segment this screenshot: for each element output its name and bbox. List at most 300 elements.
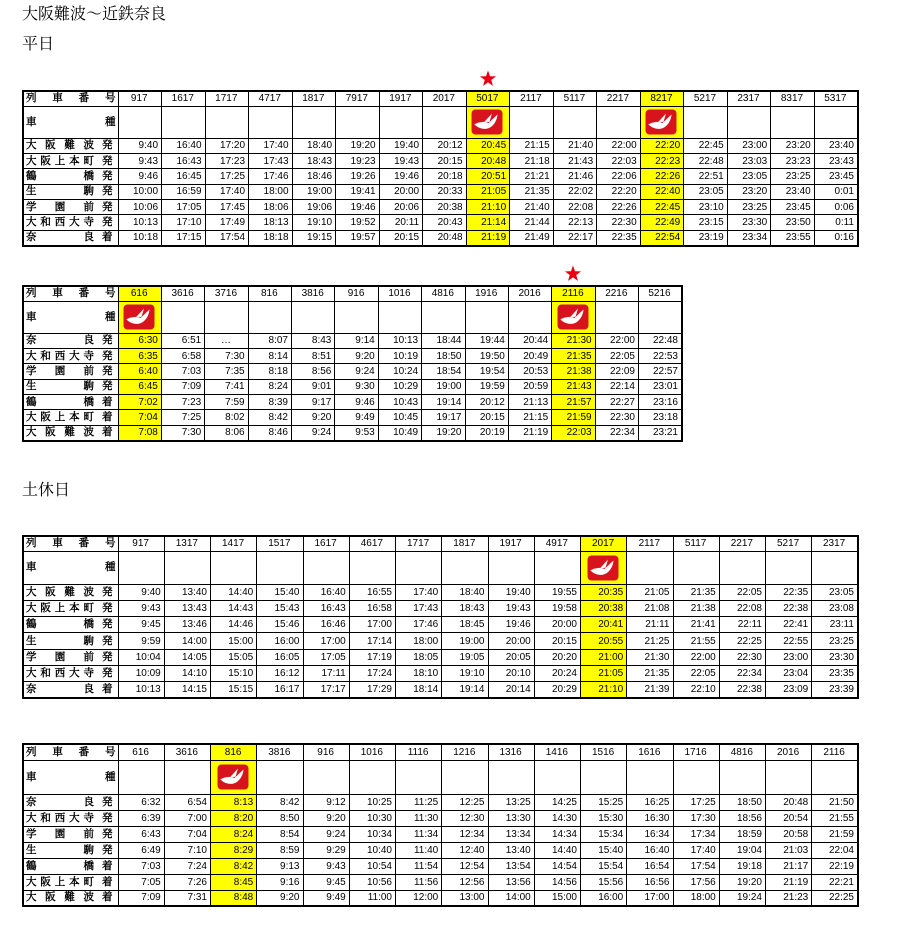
time-cell: 22:51	[684, 169, 728, 184]
car-type-cell	[627, 551, 673, 584]
time-cell: 22:03	[597, 153, 641, 168]
time-cell: 13:43	[164, 600, 210, 616]
time-cell: 19:59	[465, 379, 508, 394]
time-cell: 16:40	[303, 584, 349, 600]
time-cell: 20:51	[466, 169, 510, 184]
train-number-cell: 2017	[423, 91, 467, 106]
train-number-cell: 1016	[349, 744, 395, 760]
time-cell: 16:40	[627, 842, 673, 858]
time-cell: 17:46	[396, 617, 442, 633]
station-label	[26, 427, 116, 438]
time-cell: 21:55	[673, 633, 719, 649]
station-row	[23, 617, 858, 633]
car-type-label-cell	[23, 760, 118, 794]
car-type-cell	[396, 551, 442, 584]
car-type-cell	[161, 301, 204, 333]
departure-arrival-mark: 発	[102, 364, 113, 377]
time-cell: 16:55	[349, 584, 395, 600]
time-cell: 0:11	[814, 215, 858, 230]
station-name: 奈 良	[26, 795, 94, 808]
time-cell: 8:45	[211, 874, 257, 890]
time-cell: 15:05	[211, 649, 257, 665]
time-cell: 22:57	[639, 364, 683, 379]
time-cell: 17:40	[396, 584, 442, 600]
time-cell: 18:59	[719, 826, 765, 842]
station-label	[26, 797, 116, 808]
time-cell: 13:25	[488, 794, 534, 810]
car-type-cell	[534, 760, 580, 794]
time-cell: 18:40	[292, 138, 336, 153]
time-cell: 17:40	[249, 138, 293, 153]
station-row	[23, 633, 858, 649]
car-type-cell	[396, 760, 442, 794]
time-cell: 22:11	[719, 617, 765, 633]
time-cell: 16:46	[303, 617, 349, 633]
station-name: 大 阪 難 波	[26, 139, 94, 152]
time-cell: 17:05	[303, 649, 349, 665]
time-cell: 23:55	[771, 230, 815, 245]
car-type-cell	[349, 760, 395, 794]
time-cell: 10:13	[118, 215, 162, 230]
departure-arrival-mark: 着	[102, 426, 113, 439]
time-cell: 12:34	[442, 826, 488, 842]
time-cell: 14:00	[488, 890, 534, 906]
time-cell: 16:30	[627, 810, 673, 826]
train-number-label-cell	[23, 91, 118, 106]
station-row	[23, 169, 858, 184]
time-cell: 7:23	[161, 395, 204, 410]
station-label-cell	[23, 410, 118, 425]
time-cell: 23:20	[727, 184, 771, 199]
train-number-cell: 917	[118, 536, 164, 551]
station-label	[26, 845, 116, 856]
phoenix-logo-icon	[557, 304, 589, 330]
time-cell: 20:48	[423, 230, 467, 245]
train-number-cell: 8217	[640, 91, 684, 106]
time-cell: 21:19	[508, 425, 551, 440]
car-type-cell	[379, 106, 423, 138]
time-cell: 14:56	[534, 874, 580, 890]
station-label	[26, 412, 116, 423]
time-cell: 13:30	[488, 810, 534, 826]
departure-arrival-mark: 着	[102, 683, 113, 696]
time-cell: 22:48	[639, 333, 683, 348]
car-type-cell	[257, 760, 303, 794]
train-number-cell: 816	[248, 286, 291, 301]
station-row	[23, 425, 682, 440]
car-type-label-cell	[23, 301, 118, 333]
time-cell: 15:34	[581, 826, 627, 842]
time-cell: 20:41	[581, 617, 627, 633]
time-cell: 21:38	[673, 600, 719, 616]
time-cell: 19:18	[719, 858, 765, 874]
time-cell: 18:44	[422, 333, 465, 348]
time-cell: 20:58	[766, 826, 812, 842]
time-cell: 15:40	[257, 584, 303, 600]
time-cell: 10:56	[349, 874, 395, 890]
time-cell: 7:04	[118, 410, 161, 425]
phoenix-logo-icon	[471, 109, 503, 135]
time-cell: 17:30	[673, 810, 719, 826]
departure-arrival-mark: 着	[102, 231, 113, 244]
time-cell: 20:48	[766, 794, 812, 810]
time-cell: 9:46	[335, 395, 378, 410]
time-cell: 8:39	[248, 395, 291, 410]
station-row	[23, 810, 858, 826]
timetable	[22, 743, 859, 907]
station-label-cell	[23, 138, 118, 153]
car-type-row	[23, 551, 858, 584]
station-row	[23, 395, 682, 410]
time-cell: 22:35	[597, 230, 641, 245]
time-cell: 23:34	[727, 230, 771, 245]
time-cell: 8:50	[257, 810, 303, 826]
departure-arrival-mark: 発	[102, 380, 113, 393]
car-type-cell	[581, 551, 627, 584]
time-cell: 23:21	[639, 425, 683, 440]
time-cell: 23:19	[684, 230, 728, 245]
station-label	[26, 636, 116, 647]
time-cell: 8:56	[292, 364, 335, 379]
time-cell: 9:20	[335, 348, 378, 363]
car-type-cell	[257, 551, 303, 584]
time-cell: 7:26	[164, 874, 210, 890]
car-type-cell	[488, 551, 534, 584]
station-label-cell	[23, 200, 118, 215]
train-number-cell: 2016	[508, 286, 551, 301]
time-cell: 14:40	[211, 584, 257, 600]
car-type-cell	[814, 106, 858, 138]
station-label-cell	[23, 184, 118, 199]
station-name: 大阪上本町	[26, 154, 94, 167]
car-type-row	[23, 301, 682, 333]
time-cell: 16:58	[349, 600, 395, 616]
time-cell: 9:14	[335, 333, 378, 348]
time-cell: 15:30	[581, 810, 627, 826]
time-cell: 22:54	[640, 230, 684, 245]
station-row	[23, 890, 858, 906]
time-cell: 14:34	[534, 826, 580, 842]
time-cell: 19:46	[379, 169, 423, 184]
time-cell: 19:54	[465, 364, 508, 379]
car-type-cell	[640, 106, 684, 138]
station-label	[26, 335, 116, 346]
departure-arrival-mark: 発	[102, 795, 113, 808]
time-cell: 20:14	[488, 682, 534, 698]
train-number-label-cell	[23, 536, 118, 551]
time-cell: 21:11	[627, 617, 673, 633]
car-type-cell	[488, 760, 534, 794]
time-cell: 18:43	[442, 600, 488, 616]
train-number-cell: 4717	[249, 91, 293, 106]
time-cell: 20:06	[379, 200, 423, 215]
time-cell: 7:04	[164, 826, 210, 842]
time-cell: 21:40	[553, 138, 597, 153]
time-cell: 17:49	[205, 215, 249, 230]
holiday-namba-to-nara-table	[22, 535, 859, 699]
train-number-cell: 2217	[597, 91, 641, 106]
time-cell: 16:25	[627, 794, 673, 810]
departure-arrival-mark: 発	[102, 349, 113, 362]
time-cell: 12:30	[442, 810, 488, 826]
time-cell: 23:23	[771, 153, 815, 168]
train-number-cell: 3716	[205, 286, 248, 301]
train-number-cell: 1617	[303, 536, 349, 551]
train-number-cell: 816	[211, 744, 257, 760]
time-cell: 21:23	[766, 890, 812, 906]
time-cell: 21:39	[627, 682, 673, 698]
station-row	[23, 874, 858, 890]
car-type-cell	[766, 551, 812, 584]
time-cell: 17:14	[349, 633, 395, 649]
station-name: 大和西大寺	[26, 216, 94, 229]
train-number-cell: 1116	[396, 744, 442, 760]
time-cell: 21:40	[510, 200, 554, 215]
time-cell: 14:46	[211, 617, 257, 633]
time-cell: 22:14	[595, 379, 638, 394]
station-label	[26, 156, 116, 167]
time-cell: 8:24	[248, 379, 291, 394]
time-cell: 18:56	[719, 810, 765, 826]
time-cell: 19:26	[336, 169, 380, 184]
time-cell: 21:30	[552, 333, 595, 348]
time-cell: 11:00	[349, 890, 395, 906]
departure-arrival-mark: 発	[102, 811, 113, 824]
station-name: 鶴 橋	[26, 618, 94, 631]
time-cell: 22:25	[812, 890, 858, 906]
time-cell: 10:29	[378, 379, 421, 394]
station-row	[23, 794, 858, 810]
time-cell: 21:08	[627, 600, 673, 616]
car-type-cell	[553, 106, 597, 138]
time-cell: 16:17	[257, 682, 303, 698]
departure-arrival-mark: 発	[102, 827, 113, 840]
train-number-cell: 1216	[442, 744, 488, 760]
station-name: 大阪上本町	[26, 875, 94, 888]
departure-arrival-mark: 発	[102, 139, 113, 152]
train-number-cell: 1516	[581, 744, 627, 760]
time-cell: 15:25	[581, 794, 627, 810]
time-cell: 15:10	[211, 665, 257, 681]
car-type-cell	[292, 106, 336, 138]
station-label-cell	[23, 682, 118, 698]
time-cell: 22:26	[597, 200, 641, 215]
train-number-cell: 1717	[396, 536, 442, 551]
station-label-cell	[23, 584, 118, 600]
train-number-cell: 2317	[727, 91, 771, 106]
station-label-cell	[23, 395, 118, 410]
time-cell: 19:41	[336, 184, 380, 199]
time-cell: 6:35	[118, 348, 161, 363]
time-cell: 8:29	[211, 842, 257, 858]
weekday-namba-to-nara-table	[22, 90, 859, 247]
time-cell: 20:38	[581, 600, 627, 616]
time-cell: 23:43	[814, 153, 858, 168]
time-cell: 9:17	[292, 395, 335, 410]
time-cell: 20:19	[465, 425, 508, 440]
time-cell: 12:56	[442, 874, 488, 890]
time-cell: 18:43	[292, 153, 336, 168]
departure-arrival-mark: 発	[102, 601, 113, 614]
time-cell: 12:40	[442, 842, 488, 858]
station-label-cell	[23, 649, 118, 665]
time-cell: 9:43	[118, 600, 164, 616]
station-name: 大 阪 難 波	[26, 426, 94, 439]
time-cell: 19:55	[534, 584, 580, 600]
station-label	[26, 652, 116, 663]
train-number-cell: 2116	[552, 286, 595, 301]
train-number-label: 列 車 番 号	[26, 287, 116, 300]
time-cell: 22:30	[597, 215, 641, 230]
time-cell: 15:54	[581, 858, 627, 874]
time-cell: 18:13	[249, 215, 293, 230]
departure-arrival-mark: 発	[102, 618, 113, 631]
station-name: 大阪上本町	[26, 411, 94, 424]
time-cell: 19:50	[465, 348, 508, 363]
car-type-cell	[303, 551, 349, 584]
station-label	[26, 217, 116, 228]
time-cell: 10:30	[349, 810, 395, 826]
train-number-cell: 5317	[814, 91, 858, 106]
car-type-cell	[249, 106, 293, 138]
time-cell: 7:59	[205, 395, 248, 410]
time-cell: 21:05	[627, 584, 673, 600]
time-cell: 19:43	[379, 153, 423, 168]
car-type-label: 車 種	[26, 770, 116, 783]
time-cell: 20:49	[508, 348, 551, 363]
time-cell: 7:03	[161, 364, 204, 379]
time-cell: 10:40	[349, 842, 395, 858]
station-name: 奈 良	[26, 231, 94, 244]
car-type-cell	[581, 760, 627, 794]
time-cell: 20:43	[423, 215, 467, 230]
time-cell: 20:45	[466, 138, 510, 153]
time-cell: 22:09	[595, 364, 638, 379]
time-cell: 9:20	[257, 890, 303, 906]
time-cell: 17:56	[673, 874, 719, 890]
time-cell: 23:05	[684, 184, 728, 199]
train-number-cell: 1616	[627, 744, 673, 760]
time-cell: 19:20	[422, 425, 465, 440]
car-type-cell	[164, 760, 210, 794]
train-number-row	[23, 91, 858, 106]
car-type-label: 車 種	[26, 561, 116, 573]
time-cell: 10:18	[118, 230, 162, 245]
time-cell: 22:05	[673, 665, 719, 681]
time-cell: 9:13	[257, 858, 303, 874]
time-cell: 20:05	[488, 649, 534, 665]
time-cell: 22:08	[719, 600, 765, 616]
time-cell: 14:00	[164, 633, 210, 649]
time-cell: 17:43	[249, 153, 293, 168]
page-title: 大阪難波～近鉄奈良	[22, 4, 167, 23]
time-cell: 16:45	[162, 169, 206, 184]
train-number-row	[23, 744, 858, 760]
time-cell: 18:10	[396, 665, 442, 681]
departure-arrival-mark: 発	[102, 216, 113, 229]
time-cell: 21:15	[508, 410, 551, 425]
car-type-cell	[211, 760, 257, 794]
time-cell: 19:24	[719, 890, 765, 906]
time-cell: 20:00	[379, 184, 423, 199]
time-cell: 10:13	[118, 682, 164, 698]
time-cell: 13:54	[488, 858, 534, 874]
time-cell: 16:00	[581, 890, 627, 906]
time-cell: 23:40	[771, 184, 815, 199]
departure-arrival-mark: 発	[102, 650, 113, 663]
time-cell: 9:24	[303, 826, 349, 842]
time-cell: 9:43	[303, 858, 349, 874]
car-type-label-cell	[23, 106, 118, 138]
station-label-cell	[23, 874, 118, 890]
time-cell: 21:35	[510, 184, 554, 199]
time-cell: 8:42	[248, 410, 291, 425]
time-cell: 21:13	[508, 395, 551, 410]
time-cell: 22:04	[812, 842, 858, 858]
time-cell: 20:12	[423, 138, 467, 153]
time-cell: …	[205, 333, 248, 348]
time-cell: 10:13	[378, 333, 421, 348]
time-cell: 14:05	[164, 649, 210, 665]
time-cell: 19:05	[442, 649, 488, 665]
time-cell: 8:14	[248, 348, 291, 363]
train-number-label: 列 車 番 号	[26, 92, 116, 105]
time-cell: 6:58	[161, 348, 204, 363]
time-cell: 23:20	[771, 138, 815, 153]
time-cell: 19:46	[488, 617, 534, 633]
time-cell: 7:09	[118, 890, 164, 906]
station-row	[23, 138, 858, 153]
time-cell: 16:43	[303, 600, 349, 616]
time-cell: 22:23	[640, 153, 684, 168]
time-cell: 22:13	[553, 215, 597, 230]
car-type-cell	[118, 551, 164, 584]
time-cell: 18:05	[396, 649, 442, 665]
time-cell: 17:40	[205, 184, 249, 199]
time-cell: 10:54	[349, 858, 395, 874]
train-number-cell: 5117	[553, 91, 597, 106]
time-cell: 17:00	[627, 890, 673, 906]
time-cell: 13:56	[488, 874, 534, 890]
time-cell: 21:50	[812, 794, 858, 810]
train-number-cell: 1617	[162, 91, 206, 106]
time-cell: 9:53	[335, 425, 378, 440]
car-type-row	[23, 106, 858, 138]
time-cell: 14:10	[164, 665, 210, 681]
time-cell: 22:45	[684, 138, 728, 153]
station-row	[23, 153, 858, 168]
time-cell: 22:21	[812, 874, 858, 890]
time-cell: 17:40	[673, 842, 719, 858]
time-cell: 8:46	[248, 425, 291, 440]
train-number-label-cell	[23, 286, 118, 301]
time-cell: 10:00	[118, 184, 162, 199]
train-number-cell: 917	[118, 91, 162, 106]
car-type-cell	[812, 551, 858, 584]
time-cell: 22:48	[684, 153, 728, 168]
time-cell: 21:44	[510, 215, 554, 230]
car-type-cell	[727, 106, 771, 138]
time-cell: 18:06	[249, 200, 293, 215]
time-cell: 19:40	[488, 584, 534, 600]
car-type-cell	[684, 106, 728, 138]
time-cell: 8:42	[211, 858, 257, 874]
time-cell: 17:00	[303, 633, 349, 649]
time-cell: 9:20	[292, 410, 335, 425]
time-cell: 23:18	[639, 410, 683, 425]
time-cell: 8:13	[211, 794, 257, 810]
car-type-cell	[597, 106, 641, 138]
